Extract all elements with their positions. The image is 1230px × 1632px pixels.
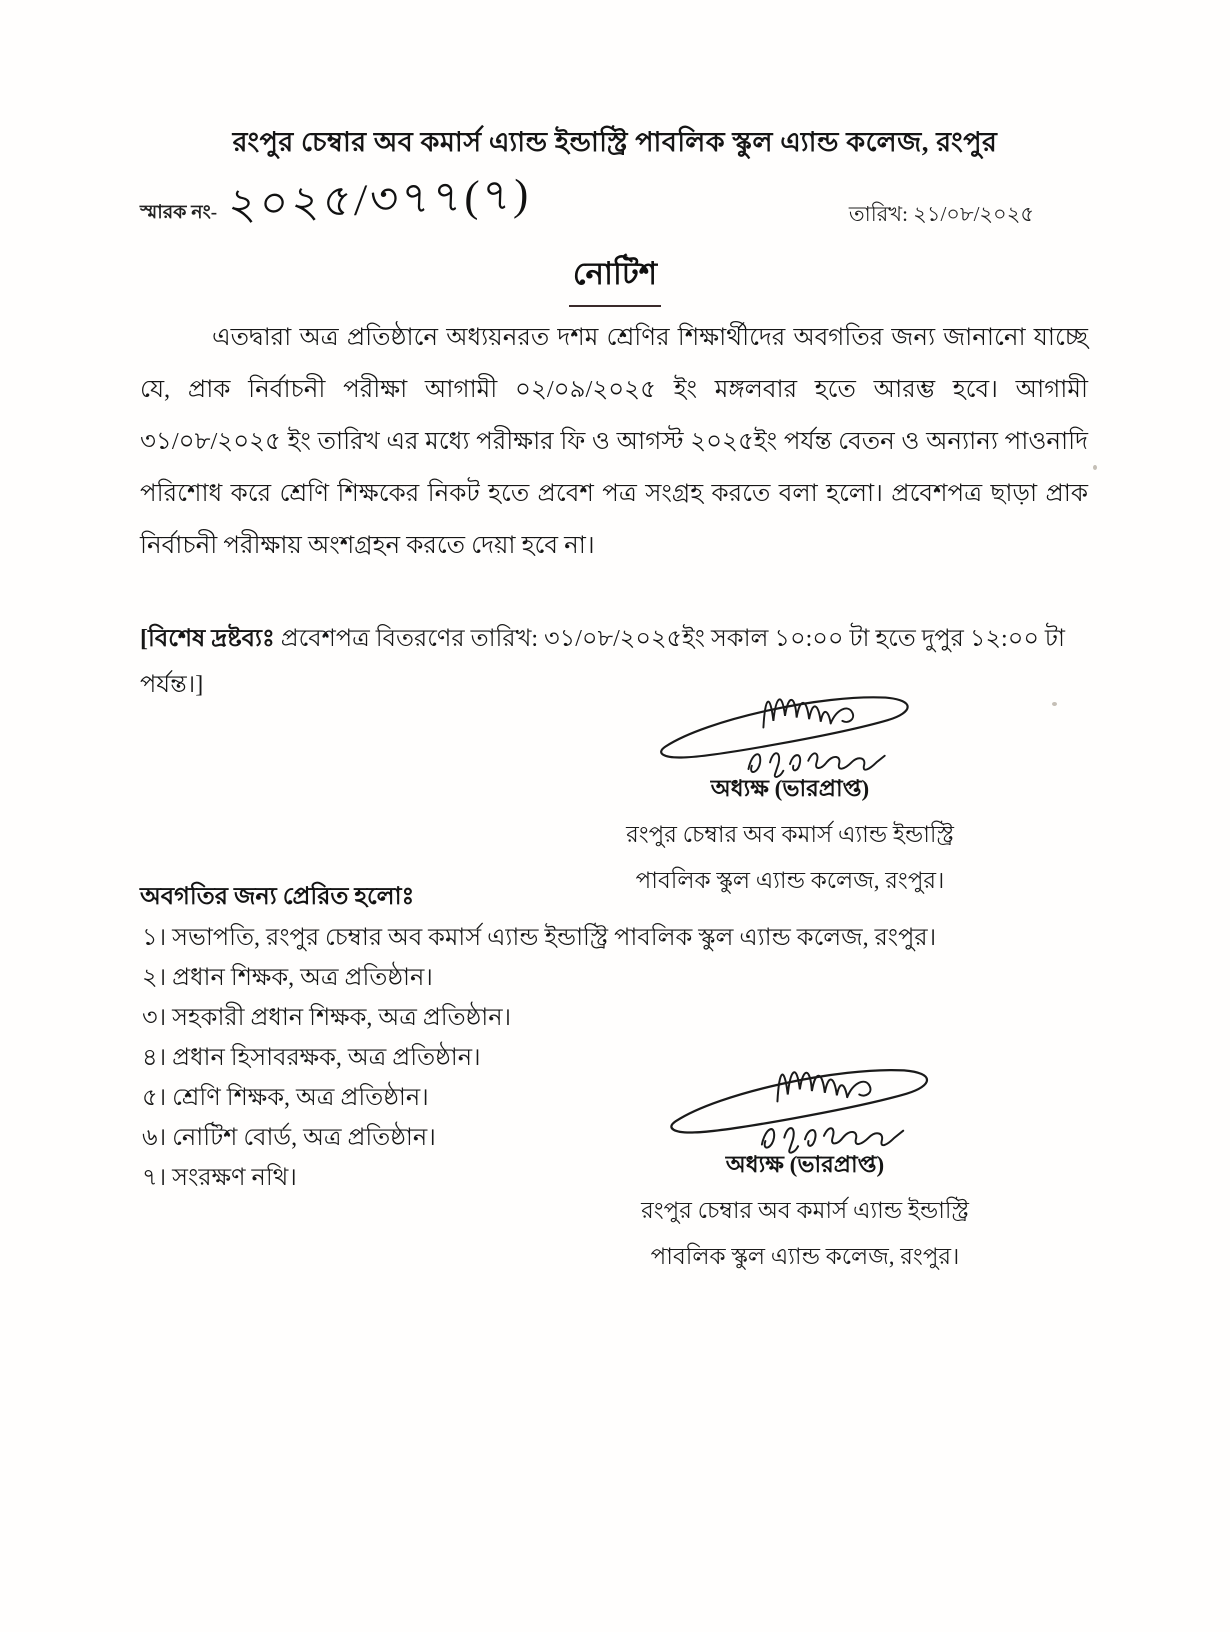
notice-body-paragraph: এতদ্বারা অত্র প্রতিষ্ঠানে অধ্যয়নরত দশম শ্রেণির শিক্ষার্থীদের অবগতির জন্য জানানো যাচ্ছে যে, প্রাক নির্বাচনী পরীক্ষা আগামী ০২/০৯/২০২৫ ইং মঙ্গলবার হতে আরম্ভ হবে। আগামী ৩১/০৮/২০২৫ ইং তারিখ এর মধ্যে পরীক্ষার ফি ও আগস্ট ২০২৫ইং পর্যন্ত বেতন ও অন্যান্য পাওনাদি পরিশোধ করে শ্রেণি শিক্ষকের নিকট হতে প্রবেশ পত্র সংগ্রহ করতে বলা হলো। প্রবেশপত্র ছাড়া প্রাক নির্বাচনী পরীক্ষায় অংশগ্রহন করতে দেয়া হবে না। [140,324,1088,559]
signatory-org-line1: রংপুর চেম্বার অব কমার্স এ্যান্ড ইন্ডাস্ট্রি [626,822,954,847]
special-note-text: প্রবেশপত্র বিতরণের তারিখ: ৩১/০৮/২০২৫ইং সকাল ১০:০০ টা হতে দুপুর ১২:০০ টা পর্যন্ত।] [140,626,1065,698]
distribution-item: ১। সভাপতি, রংপুর চেম্বার অব কমার্স এ্যান্ড ইন্ডাস্ট্রি পাবলিক স্কুল এ্যান্ড কলেজ, রংপুর। [142,925,937,951]
handwritten-signature-icon [625,676,955,784]
notice-heading-wrap [0,250,1230,307]
signatory-designation: অধ্যক্ষ (ভারপ্রাপ্ত) [725,1152,885,1177]
distribution-item: ৩। সহকারী প্রধান শিক্ষক, অত্র প্রতিষ্ঠান। [142,1005,512,1031]
signatory-org-line1: রংপুর চেম্বার অব কমার্স এ্যান্ড ইন্ডাস্ট্রি [641,1198,969,1223]
notice-heading: নোটিশ [569,250,661,307]
notice-date: তারিখ: ২১/০৮/২০২৫ [848,202,1034,226]
distribution-item: ৫। শ্রেণি শিক্ষক, অত্র প্রতিষ্ঠান। [142,1085,429,1111]
memo-number-label: স্মারক নং- [140,202,218,223]
special-note-label: [বিশেষ দ্রষ্টব্যঃ [140,626,275,652]
scan-speck [1052,702,1057,706]
handwritten-signature-icon [635,1048,975,1160]
distribution-item: ৪। প্রধান হিসাবরক্ষক, অত্র প্রতিষ্ঠান। [142,1045,481,1071]
distribution-item: ২। প্রধান শিক্ষক, অত্র প্রতিষ্ঠান। [142,965,433,991]
signatory-org-line2: পাবলিক স্কুল এ্যান্ড কলেজ, রংপুর। [635,868,945,893]
scan-speck [1093,465,1097,470]
signature-block-bottom [575,1048,1035,1277]
signatory-designation: অধ্যক্ষ (ভারপ্রাপ্ত) [710,776,870,801]
institution-title: রংপুর চেম্বার অব কমার্স এ্যান্ড ইন্ডাস্ট্রি পাবলিক স্কুল এ্যান্ড কলেজ, রংপুর [232,127,998,157]
signatory-org-line2: পাবলিক স্কুল এ্যান্ড কলেজ, রংপুর। [650,1244,960,1269]
distribution-heading: অবগতির জন্য প্রেরিত হলোঃ [140,884,415,910]
memo-number-handwritten: ২০২৫/৩৭৭(৭) [227,169,533,230]
distribution-item: ৬। নোটিশ বোর্ড, অত্র প্রতিষ্ঠান। [142,1125,436,1151]
distribution-item: ৭। সংরক্ষণ নথি। [142,1165,297,1191]
signature-block-top [575,676,1005,901]
